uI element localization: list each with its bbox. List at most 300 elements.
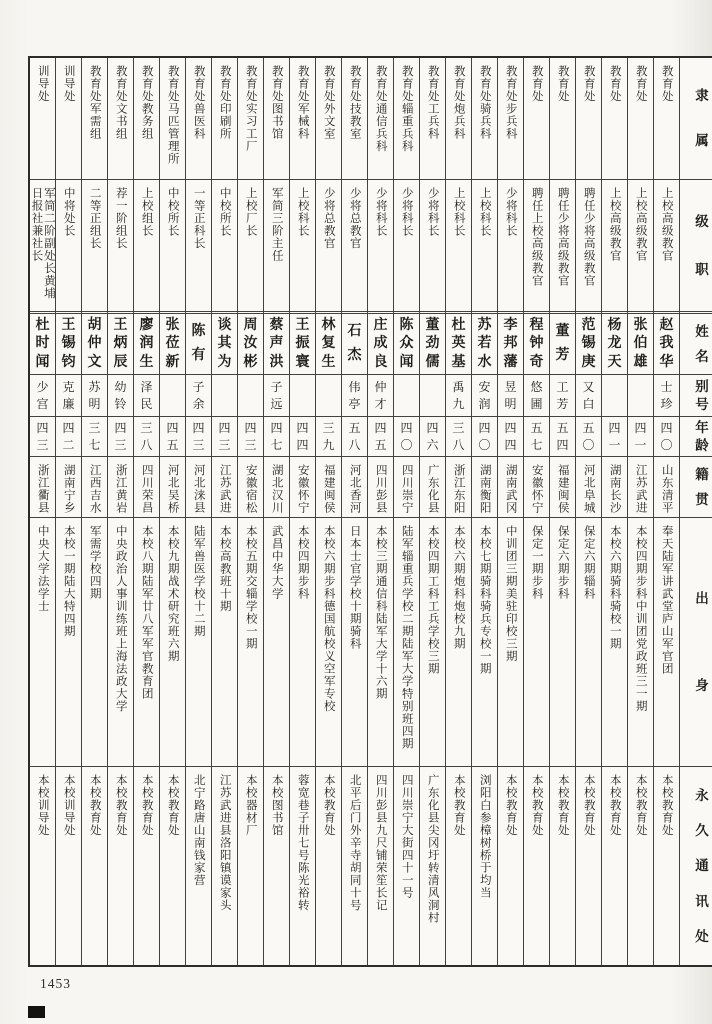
cell-text: 教育处文书组 [114,65,127,140]
cell-affiliation [602,58,627,179]
cell-text: 本校四期工科工兵学校三期 [426,525,439,675]
cell-text: 教育处工兵科 [426,65,439,140]
cell-text: 教育处 [660,65,673,103]
cell-text: 保定一期步科 [530,525,543,600]
cell-alias: 泽 民 [134,374,159,416]
cell-text: 湖南衡阳 [478,464,491,514]
cell-text: 上校组长 [140,187,153,237]
cell-text: 军简三阶主任 [270,187,283,262]
header-name: 姓 名 [680,311,712,374]
cell-text: 教育处实习工厂 [244,65,257,153]
cell-age: 四 一 [602,416,627,456]
cell-name: 杨 龙 天 [602,311,627,374]
cell-background [654,517,679,766]
cell-text: 荐一阶组长 [114,187,127,250]
cell-alias [160,374,185,416]
cell-alias: 子 余 [186,374,211,416]
cell-age: 四 五 [160,416,185,456]
cell-background [212,517,237,766]
cell-background [264,517,289,766]
cell-text: 保定六期步科 [556,525,569,600]
cell-affiliation [290,58,315,179]
cell-address [290,766,315,965]
cell-text: 少将科长 [400,187,413,237]
person-column [653,58,679,965]
cell-address [238,766,263,965]
cell-native-place [472,456,497,517]
cell-text: 上校高级教官 [608,187,621,262]
cell-text: 本校三期通信科陆军大学十六期 [374,525,387,700]
cell-text: 本校四期步科中训团党政班三一期 [634,525,647,713]
cell-text: 北宁路唐山南钱家营 [192,774,205,887]
cell-native-place [290,456,315,517]
cell-text: 上校厂长 [244,187,257,237]
person-column [419,58,445,965]
scan-artifact-mark [28,1006,45,1018]
cell-affiliation [524,58,549,179]
cell-text: 本校高教班十期 [218,525,231,613]
cell-address [628,766,653,965]
cell-age: 四 一 [628,416,653,456]
cell-rank [160,179,185,311]
person-column [393,58,419,965]
cell-text: 本校教育处 [452,774,465,837]
cell-address [394,766,419,965]
cell-text: 本校教育处 [530,774,543,837]
cell-text: 中央政治人事训练班上海法政大学 [114,525,127,713]
cell-text: 本校四期步科 [296,525,309,600]
header-rank: 级 职 [680,179,712,311]
cell-text: 上校高级教官 [660,187,673,262]
cell-text: 训导处 [36,65,49,103]
cell-affiliation [342,58,367,179]
cell-alias: 苏 明 [82,374,107,416]
cell-name: 张 伯 雄 [628,311,653,374]
cell-native-place [576,456,601,517]
cell-background [108,517,133,766]
cell-name: 林 复 生 [316,311,341,374]
cell-text: 教育处军械科 [296,65,309,140]
cell-text: 本校九期战术研究班六期 [166,525,179,663]
person-column [601,58,627,965]
cell-age: 四 四 [498,416,523,456]
page-number: 1453 [40,976,71,991]
cell-text: 安徽怀宁 [530,464,543,514]
cell-name: 王 炳 辰 [108,311,133,374]
cell-age: 四 五 [368,416,393,456]
cell-text: 本校八期陆军廿八军军官教育团 [140,525,153,700]
cell-text: 少将总教官 [322,187,335,250]
cell-text: 本校一期陆大特四期 [62,525,75,638]
cell-native-place [654,456,679,517]
cell-rank [56,179,81,311]
cell-background [82,517,107,766]
cell-rank [264,179,289,311]
cell-affiliation [264,58,289,179]
cell-native-place [550,456,575,517]
person-column [30,58,55,965]
cell-text: 河北阜城 [582,464,595,514]
cell-age: 五 八 [342,416,367,456]
cell-text: 河北吴桥 [166,464,179,514]
cell-affiliation [446,58,471,179]
cell-text: 聘任上校高级教官 [530,187,543,287]
cell-background [342,517,367,766]
person-column [315,58,341,965]
cell-text: 本校六期炮科炮校九期 [452,525,465,650]
cell-name: 王 锡 钧 [56,311,81,374]
cell-rank [290,179,315,311]
cell-text: 教育处步兵科 [504,65,517,140]
cell-affiliation [316,58,341,179]
cell-name: 李 邦 藩 [498,311,523,374]
cell-age: 四 四 [290,416,315,456]
cell-text: 本校教育处 [608,774,621,837]
cell-affiliation [238,58,263,179]
cell-age: 四 三 [186,416,211,456]
cell-age: 三 七 [82,416,107,456]
cell-text: 北平后门外辛寺胡同十号 [348,774,361,912]
cell-rank [82,179,107,311]
header-age: 年 龄 [680,416,712,456]
cell-rank [498,179,523,311]
cell-text: 中训团三期美驻印校三期 [504,525,517,663]
cell-address [56,766,81,965]
person-column [549,58,575,965]
cell-native-place [238,456,263,517]
cell-name: 谈 其 为 [212,311,237,374]
cell-affiliation [550,58,575,179]
cell-rank [420,179,445,311]
cell-background [550,517,575,766]
cell-alias [316,374,341,416]
cell-rank [316,179,341,311]
person-column [133,58,159,965]
header-affiliation: 隶 属 [695,88,709,149]
cell-name: 杜 时 闻 [30,311,55,374]
cell-background [394,517,419,766]
cell-name: 赵 我 华 [654,311,679,374]
cell-rank [446,179,471,311]
cell-age: 三 八 [446,416,471,456]
person-column [211,58,237,965]
cell-rank [108,179,133,311]
cell-affiliation [56,58,81,179]
personnel-table [28,56,712,967]
cell-text: 本校教育处 [88,774,101,837]
cell-text: 蓉宽巷子卅七号陈光裕转 [296,774,309,912]
cell-text: 陆军辎重兵学校二期陆军大学特别班四期 [400,525,413,750]
person-column [81,58,107,965]
cell-text: 本校教育处 [322,774,335,837]
person-column [289,58,315,965]
cell-name: 董 芳 [550,311,575,374]
cell-affiliation [498,58,523,179]
cell-background [30,517,55,766]
cell-text: 四川崇宁 [400,464,413,514]
cell-age: 四 二 [56,416,81,456]
cell-alias: 昱 明 [498,374,523,416]
cell-name: 周 汝 彬 [238,311,263,374]
cell-affiliation [108,58,133,179]
cell-native-place [160,456,185,517]
header-native-place: 籍 贯 [680,456,712,517]
cell-text: 教育处 [556,65,569,103]
person-column [575,58,601,965]
cell-address [420,766,445,965]
person-column [237,58,263,965]
cell-age: 四 三 [238,416,263,456]
cell-text: 少将科长 [504,187,517,237]
cell-age: 四 六 [420,416,445,456]
cell-text: 奉天陆军讲武堂庐山军官团 [660,525,673,675]
cell-alias: 伟 亭 [342,374,367,416]
person-column [341,58,367,965]
cell-affiliation [368,58,393,179]
cell-age: 四 三 [212,416,237,456]
cell-alias: 工 芳 [550,374,575,416]
person-column [55,58,81,965]
cell-affiliation [472,58,497,179]
person-column [497,58,523,965]
person-column [159,58,185,965]
person-column [471,58,497,965]
cell-name: 陈 有 [186,311,211,374]
cell-text: 江西吉水 [88,464,101,514]
cell-alias: 子 远 [264,374,289,416]
cell-alias: 士 珍 [654,374,679,416]
cell-native-place [368,456,393,517]
cell-rank [186,179,211,311]
cell-age: 五 七 [524,416,549,456]
cell-name: 程 钟 奇 [524,311,549,374]
cell-address [264,766,289,965]
cell-text: 江苏武进县洛阳镇谟家头 [218,774,231,912]
cell-rank [30,179,55,311]
cell-text: 本校教育处 [634,774,647,837]
cell-affiliation [186,58,211,179]
cell-text: 少将科长 [426,187,439,237]
cell-text: 中校所长 [166,187,179,237]
cell-text: 陆军兽医学校十二期 [192,525,205,638]
cell-name: 董 劲 儒 [420,311,445,374]
cell-name: 苏 若 水 [472,311,497,374]
cell-native-place [186,456,211,517]
table-header-column [679,58,712,965]
cell-alias: 禹 九 [446,374,471,416]
cell-text: 中校所长 [218,187,231,237]
cell-affiliation [134,58,159,179]
cell-text: 浏阳白参樟树桥于均当 [478,774,491,899]
cell-text: 二等正组长 [88,187,101,250]
cell-background [160,517,185,766]
cell-text: 广东化县尖冈圩转清风洞村 [426,774,439,924]
cell-text: 上校科长 [452,187,465,237]
person-column [107,58,133,965]
cell-alias [394,374,419,416]
cell-address [498,766,523,965]
cell-text: 本校教育处 [504,774,517,837]
cell-text: 四川彭县九尺铺荣笙长记 [374,774,387,912]
cell-text: 广东化县 [426,464,439,514]
cell-rank [524,179,549,311]
cell-text: 保定六期辎科 [582,525,595,600]
cell-text: 本校六期骑科骑校一期 [608,525,621,650]
cell-background [56,517,81,766]
cell-rank [472,179,497,311]
cell-address [576,766,601,965]
cell-text: 教育处外文室 [322,65,335,140]
cell-background [602,517,627,766]
cell-address [550,766,575,965]
cell-text: 安徽怀宁 [296,464,309,514]
cell-native-place [316,456,341,517]
cell-text: 一等正科长 [192,187,205,250]
cell-text: 少将总教官 [348,187,361,250]
cell-name: 范 锡 庚 [576,311,601,374]
cell-text: 浙江东阳 [452,464,465,514]
cell-background [576,517,601,766]
cell-text: 本校图书馆 [270,774,283,837]
cell-alias [602,374,627,416]
cell-text: 本校教育处 [140,774,153,837]
cell-rank [368,179,393,311]
cell-text: 湖南长沙 [608,464,621,514]
cell-text: 聘任少将高级教官 [582,187,595,287]
cell-text: 四川崇宁大街四十一号 [400,774,413,899]
cell-text: 本校教育处 [114,774,127,837]
cell-name: 廖 润 生 [134,311,159,374]
cell-native-place [524,456,549,517]
cell-name: 陈 众 闻 [394,311,419,374]
cell-background [134,517,159,766]
cell-text: 武昌中华大学 [270,525,283,600]
cell-background [628,517,653,766]
cell-address [30,766,55,965]
cell-address [82,766,107,965]
cell-alias: 又 白 [576,374,601,416]
cell-affiliation [420,58,445,179]
cell-name: 蔡 声 洪 [264,311,289,374]
cell-age: 五 〇 [576,416,601,456]
cell-native-place [394,456,419,517]
cell-text: 本校教育处 [166,774,179,837]
cell-background [316,517,341,766]
cell-alias [212,374,237,416]
cell-age: 四 三 [108,416,133,456]
cell-text: 湖北汉川 [270,464,283,514]
person-column [445,58,471,965]
cell-text: 本校器材厂 [244,774,257,837]
cell-text: 训导处 [62,65,75,103]
cell-text: 湖南宁乡 [62,464,75,514]
cell-affiliation [576,58,601,179]
cell-text: 安徽宿松 [244,464,257,514]
cell-age: 四 〇 [472,416,497,456]
cell-text: 本校训导处 [62,774,75,837]
cell-background [524,517,549,766]
cell-name: 王 振 寰 [290,311,315,374]
cell-affiliation [654,58,679,179]
cell-native-place [134,456,159,517]
cell-address [654,766,679,965]
cell-alias [420,374,445,416]
cell-address [524,766,549,965]
cell-text: 教育处 [582,65,595,103]
cell-address [134,766,159,965]
person-column [523,58,549,965]
cell-alias: 安 润 [472,374,497,416]
cell-rank [212,179,237,311]
cell-affiliation [82,58,107,179]
cell-text: 浙江黄岩 [114,464,127,514]
cell-rank [654,179,679,311]
header-address: 永 久 通 讯 处 [680,766,712,965]
cell-address [368,766,393,965]
cell-native-place [212,456,237,517]
cell-native-place [82,456,107,517]
cell-name: 张 莅 新 [160,311,185,374]
cell-rank [134,179,159,311]
cell-text: 四川彭县 [374,464,387,514]
cell-affiliation [628,58,653,179]
cell-affiliation [30,58,55,179]
cell-text: 军需学校四期 [88,525,101,600]
cell-address [472,766,497,965]
cell-name: 庄 成 良 [368,311,393,374]
cell-native-place [498,456,523,517]
cell-age: 四 七 [264,416,289,456]
cell-native-place [264,456,289,517]
cell-alias: 仲 才 [368,374,393,416]
cell-rank [602,179,627,311]
cell-rank [576,179,601,311]
cell-text: 本校五期交辎学校一期 [244,525,257,650]
cell-address [212,766,237,965]
cell-background [498,517,523,766]
cell-background [446,517,471,766]
cell-text: 中央大学法学士 [36,525,49,613]
cell-address [316,766,341,965]
cell-rank [394,179,419,311]
cell-text: 福建闽侯 [556,464,569,514]
cell-text: 本校教育处 [660,774,673,837]
person-column [185,58,211,965]
cell-name: 杜 英 基 [446,311,471,374]
cell-native-place [342,456,367,517]
cell-text: 湖南武冈 [504,464,517,514]
cell-native-place [108,456,133,517]
cell-text: 教育处 [608,65,621,103]
cell-alias: 悠 圃 [524,374,549,416]
cell-text: 中将处长 [62,187,75,237]
cell-text: 教育处炮兵科 [452,65,465,140]
cell-alias: 幼 铃 [108,374,133,416]
cell-age: 三 八 [134,416,159,456]
cell-age: 四 〇 [394,416,419,456]
cell-text: 江苏武进 [218,464,231,514]
cell-text: 军简二阶副处长黄埔日报社兼社长 [30,187,55,300]
cell-background [290,517,315,766]
cell-affiliation [160,58,185,179]
cell-age: 五 四 [550,416,575,456]
person-column [263,58,289,965]
cell-address [602,766,627,965]
cell-text: 本校教育处 [582,774,595,837]
cell-background [238,517,263,766]
cell-text: 浙江衢县 [36,464,49,514]
cell-alias [290,374,315,416]
